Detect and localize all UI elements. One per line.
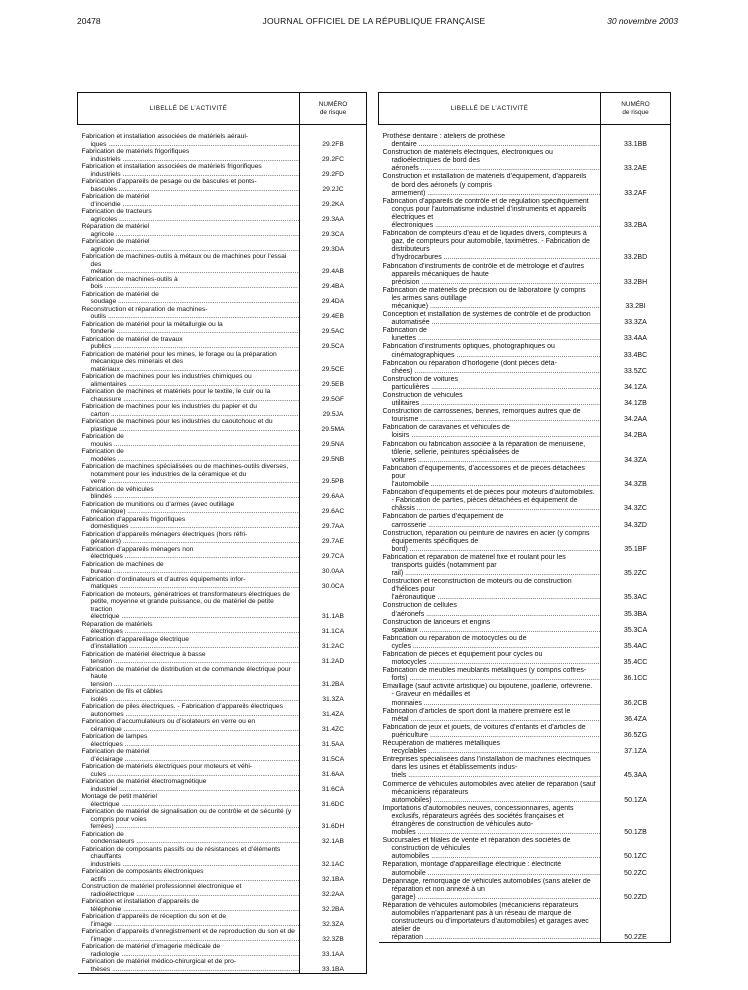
risk-number: 29.2FB [300, 133, 367, 148]
risk-number: 33.2BD [601, 230, 671, 262]
risk-number: 31.1CA [300, 621, 367, 636]
risk-number: 32.2BA [300, 898, 367, 913]
table-row [78, 793, 367, 808]
risk-number: 36.5ZG [601, 724, 671, 740]
table-row [78, 501, 367, 516]
risk-number: 33.2BI [601, 287, 671, 311]
table-row [78, 306, 367, 321]
table-row [78, 808, 367, 831]
table-row [78, 883, 367, 898]
table-row [78, 178, 367, 193]
activity-label: Dépannage, remorquage de véhicules automobiles (sans atelier de réparation et non annexé à un garage) ..... [383, 878, 597, 902]
risk-number: 36.1CC [601, 667, 671, 683]
table-row [379, 327, 671, 343]
risk-number: 29.3AA [300, 208, 367, 223]
activity-label: Fabrication de machines pour les industries du caoutchouc et du plastique ..... [82, 418, 296, 433]
table-row [379, 173, 671, 197]
activity-label: Construction, réparation ou peinture de navires en acier (y compris équipements spécifiques de bord) ..... [383, 530, 597, 554]
risk-number: 34.3ZA [601, 441, 671, 465]
activity-label: Fabrication et installation associées de matériels frigorifiques industriels ..... [82, 163, 296, 178]
risk-number: 30.0CA [300, 576, 367, 591]
table-row [78, 846, 367, 869]
activity-label: Fabrication de compteurs d’eau et de liquides divers, compteurs à gaz, de compteurs pour automobile, taximètres. - Fabrication de distributeurs d’hydrocarbures ..... [383, 230, 597, 262]
risk-number: 31.6DC [300, 793, 367, 808]
activity-label: Fabrication de matériel agricole ..... [82, 238, 296, 253]
table-row [379, 263, 671, 287]
activity-label: Fabrication d’instruments optiques, photographiques ou cinématographiques ..... [383, 343, 597, 359]
table-row [78, 463, 367, 486]
table-row [379, 837, 671, 861]
activity-label: Fabrication de composants passifs ou de résistances et d’éléments chauffants industriels ..... [82, 846, 296, 869]
activity-label: Construction et reconstruction de moteurs ou de construction d’hélices pour l’aéronautique ..... [383, 578, 597, 602]
table-row [379, 465, 671, 489]
table-row [78, 913, 367, 928]
risk-number: 29.5EB [300, 373, 367, 388]
risk-number: 34.2BA [601, 424, 671, 440]
activity-label: Fabrication d’appareils ménagers non électriques ..... [82, 546, 296, 561]
table-row [78, 546, 367, 561]
activity-label: Fabrication de matériel de travaux publics ..... [82, 336, 296, 351]
table-row [78, 148, 367, 163]
activity-label: Récupération de matières métalliques recyclables ..... [383, 740, 597, 756]
risk-number: 35.4AC [601, 635, 671, 651]
table-row [78, 373, 367, 388]
risk-number: 33.2BA [601, 198, 671, 230]
activity-label: Fabrication de matériel d’éclairage ..... [82, 748, 296, 763]
table-row [78, 898, 367, 913]
table-row [78, 163, 367, 178]
table-row [379, 740, 671, 756]
activity-label: Fabrication d’équipements, d’accessoires et de pièces détachées pour l’automobile ..... [383, 465, 597, 489]
activity-label: Fabrication de munitions ou d’armes (avec outillage mécanique) ..... [82, 501, 296, 516]
risk-number: 33.2AE [601, 149, 671, 173]
activity-label: Fabrication de modèles ..... [82, 448, 296, 463]
activity-label: Fabrication de matériel médico-chirurgical et de prothèses ..... [82, 958, 296, 973]
risk-number: 32.3ZA [300, 913, 367, 928]
table-row [379, 902, 671, 943]
column-header-number: NUMÉRO de risque [300, 93, 367, 125]
table-row [78, 943, 367, 958]
activity-label: Construction de véhicules utilitaires ..... [383, 392, 597, 408]
activity-label: Fabrication de matériel électromagnétique industriel ..... [82, 778, 296, 793]
activity-label: Fabrication de condensateurs ..... [82, 831, 296, 846]
risk-number: 31.6CA [300, 778, 367, 793]
risk-number: 29.3CA [300, 223, 367, 238]
table-row [379, 635, 671, 651]
risk-number: 33.4BC [601, 343, 671, 359]
table-row [78, 778, 367, 793]
risk-number: 36.4ZA [601, 708, 671, 724]
table-row [78, 516, 367, 531]
activity-label: Construction et installation de matériels d’équipement, d’appareils de bord des aéronefs (y compris armement) ..... [383, 173, 597, 197]
activity-table-left [77, 92, 367, 974]
activity-label: Fabrication d’appareils ménagers électriques (hors réfrigérateurs) ..... [82, 531, 296, 546]
activity-label: Fabrication de composants électroniques actifs ..... [82, 868, 296, 883]
risk-number: 29.6AA [300, 486, 367, 501]
risk-number: 31.3ZA [300, 688, 367, 703]
activity-table-right [378, 92, 671, 943]
table-row [379, 651, 671, 667]
risk-number: 31.4ZC [300, 718, 367, 733]
risk-number: 29.3DA [300, 238, 367, 253]
table-row [78, 718, 367, 733]
table-row [78, 733, 367, 748]
risk-number: 50.1ZA [601, 781, 671, 805]
table-row [78, 621, 367, 636]
risk-number: 50.1ZB [601, 805, 671, 837]
risk-number: 29.2FC [300, 148, 367, 163]
activity-label: Fabrication de matériel de distribution et de commande électrique pour haute tension ..... [82, 666, 296, 689]
table-row [379, 708, 671, 724]
risk-number: 33.1BA [300, 958, 367, 974]
table-row [78, 531, 367, 546]
activity-label: Conception et installation de systèmes de contrôle et de production automatisée ..... [383, 311, 597, 327]
activity-label: Fabrication d’appareils de réception du son et de l’image ..... [82, 913, 296, 928]
activity-label: Fabrication d’instruments de contrôle et de métrologie et d’autres appareils mécaniques de haute précision ..... [383, 263, 597, 287]
activity-label: Fabrication de piles électriques. - Fabrication d’appareils électriques autonomes ..... [82, 703, 296, 718]
table-row [379, 230, 671, 262]
risk-number: 34.3ZD [601, 513, 671, 529]
risk-number: 50.2ZD [601, 878, 671, 902]
issue-date: 30 novembre 2003 [607, 16, 678, 26]
table-row [78, 703, 367, 718]
column-header-number: NUMÉRO de risque [601, 93, 671, 125]
risk-number: 33.1AA [300, 943, 367, 958]
activity-label: Commerce de véhicules automobiles avec atelier de réparation (sauf mécaniciens réparateurs automobiles) ..... [383, 781, 597, 805]
risk-number: 33.5ZC [601, 360, 671, 376]
activity-label: Construction de voitures particulières ..... [383, 376, 597, 392]
risk-number: 32.2AA [300, 883, 367, 898]
activity-label: Fabrication d’équipements et de pièces pour moteurs d’automobiles. - Fabrication de parties, pièces détachées et équipement de châssis ..... [383, 489, 597, 513]
table-row [78, 351, 367, 374]
risk-number: 33.3ZA [601, 311, 671, 327]
activity-label: Fabrication d’ordinateurs et d’autres équipements informatiques ..... [82, 576, 296, 591]
table-row [379, 805, 671, 837]
activity-label: Construction de carrosseries, bennes, remorques autres que de tourisme ..... [383, 408, 597, 424]
page-header [0, 16, 748, 30]
table-row [78, 291, 367, 306]
activity-label: Construction de matériel professionnel électronique et radioélectrique ..... [82, 883, 296, 898]
activity-label: Fabrication ou réparation d’horlogerie (dont pièces détachées) ..... [383, 360, 597, 376]
table-row [379, 619, 671, 635]
table-row [379, 513, 671, 529]
activity-label: Fabrication de matériel de signalisation ou de contrôle et de sécurité (y compris pour voies ferrées) ..... [82, 808, 296, 831]
risk-number: 33.1BB [601, 133, 671, 149]
table-row [78, 688, 367, 703]
table-row [78, 418, 367, 433]
column-header-activity: LIBELLÉ DE L’ACTIVITÉ [379, 93, 601, 125]
table-row [379, 343, 671, 359]
activity-label: Fabrication de machines et matériels pour le textile, le cuir ou la chaussure ..... [82, 388, 296, 403]
table-row [78, 868, 367, 883]
table-row [78, 388, 367, 403]
activity-label: Fabrication ou fabrication associée à la réparation de menuiserie, tôlerie, sellerie, peintures spécialisées de voitures ..... [383, 441, 597, 465]
risk-number: 32.1AB [300, 831, 367, 846]
risk-number: 29.2JC [300, 178, 367, 193]
activity-label: Fabrication de véhicules blindés ..... [82, 486, 296, 501]
table-row [78, 486, 367, 501]
activity-label: Fabrication de machines-outils à métaux ou de machines pour l’essai des métaux ..... [82, 253, 296, 276]
activity-label: Fabrication de caravanes et véhicules de loisirs ..... [383, 424, 597, 440]
risk-number: 34.3ZB [601, 465, 671, 489]
activity-label: Emaillage (sauf activité artistique) ou bijouterie, joaillerie, orfèvrerie. - Graveur en médailles et monnaies ..... [383, 683, 597, 707]
table-row [78, 576, 367, 591]
risk-number: 35.2ZC [601, 554, 671, 578]
risk-number: 29.7CA [300, 546, 367, 561]
column-header-activity: LIBELLÉ DE L’ACTIVITÉ [78, 93, 300, 125]
risk-number: 29.5CA [300, 336, 367, 351]
activity-label: Fabrication de lunettes ..... [383, 327, 597, 343]
risk-number: 29.5MA [300, 418, 367, 433]
table-row [78, 591, 367, 621]
risk-number: 29.4DA [300, 291, 367, 306]
activity-label: Succursales et filiales de vente et réparation des sociétés de construction de véhicules automobiles ..... [383, 837, 597, 861]
table-row [78, 321, 367, 336]
activity-label: Prothèse dentaire : ateliers de prothèse dentaire ..... [383, 133, 597, 149]
activity-label: Fabrication et réparation de matériel fixe et roulant pour les transports guidés (notamment par rail) ..... [383, 554, 597, 578]
risk-number: 29.4EB [300, 306, 367, 321]
table-row [78, 831, 367, 846]
activity-label: Fabrication de matériel pour la métallurgie ou la fonderie ..... [82, 321, 296, 336]
risk-number: 36.2CB [601, 683, 671, 707]
activity-label: Fabrication de machines pour les industries du papier et du carton ..... [82, 403, 296, 418]
activity-label: Fabrication d’articles de sport dont la matière première est le métal ..... [383, 708, 597, 724]
risk-number: 31.6DH [300, 808, 367, 831]
activity-label: Fabrication de lampes électriques ..... [82, 733, 296, 748]
activity-label: Réparation de matériels électriques ..... [82, 621, 296, 636]
activity-label: Fabrication et installation associées de matériels aérauliques ..... [82, 133, 296, 148]
risk-number: 29.4BA [300, 276, 367, 291]
risk-number: 29.5NB [300, 448, 367, 463]
risk-number: 35.3CA [601, 619, 671, 635]
table-row [78, 958, 367, 974]
risk-number: 34.3ZC [601, 489, 671, 513]
activity-label: Construction de lanceurs et engins spatiaux ..... [383, 619, 597, 635]
table-row [379, 683, 671, 707]
risk-number: 34.1ZB [601, 392, 671, 408]
activity-label: Fabrication de fils et câbles isolés ..... [82, 688, 296, 703]
activity-label: Fabrication de matériel électrique à basse tension ..... [82, 651, 296, 666]
table-row [78, 253, 367, 276]
table-row [78, 403, 367, 418]
risk-number: 50.2ZC [601, 861, 671, 877]
risk-number: 35.3BA [601, 602, 671, 618]
table-row [78, 238, 367, 253]
activity-label: Fabrication de moules ..... [82, 433, 296, 448]
activity-label: Fabrication ou réparation de motocycles ou de cycles ..... [383, 635, 597, 651]
activity-label: Fabrication d’appareils de pesage ou de bascules et ponts-bascules ..... [82, 178, 296, 193]
table-row [379, 441, 671, 465]
risk-number: 35.1BF [601, 530, 671, 554]
risk-number: 50.1ZC [601, 837, 671, 861]
risk-number: 29.5NA [300, 433, 367, 448]
activity-label: Fabrication d’appareils d’enregistrement et de reproduction du son et de l’image ..... [82, 928, 296, 943]
table-row [379, 198, 671, 230]
journal-title: JOURNAL OFFICIEL DE LA RÉPUBLIQUE FRANÇAISE [262, 16, 486, 26]
risk-number: 32.1AC [300, 846, 367, 869]
table-row [379, 149, 671, 173]
page-number: 20478 [77, 16, 101, 26]
risk-number: 31.5CA [300, 748, 367, 763]
risk-number: 34.2AA [601, 408, 671, 424]
activity-label: Fabrication d’accumulateurs ou d’isolateurs en verre ou en céramique ..... [82, 718, 296, 733]
table-row [78, 928, 367, 943]
table-row [379, 878, 671, 902]
table-row [78, 763, 367, 778]
table-row [78, 336, 367, 351]
activity-label: Fabrication de matériel de soudage ..... [82, 291, 296, 306]
risk-number: 31.2AC [300, 636, 367, 651]
risk-number: 29.5AC [300, 321, 367, 336]
table-row [78, 748, 367, 763]
table-row [78, 636, 367, 651]
table-row [379, 408, 671, 424]
activity-label: Fabrication de matériels électriques pour moteurs et véhicules ..... [82, 763, 296, 778]
risk-number: 29.7AE [300, 531, 367, 546]
activity-label: Fabrication de jeux et jouets, de voitures d’enfants et d’articles de puériculture ..... [383, 724, 597, 740]
risk-number: 31.5AA [300, 733, 367, 748]
risk-number: 29.5PB [300, 463, 367, 486]
risk-number: 29.6AC [300, 501, 367, 516]
table-row [379, 602, 671, 618]
risk-number: 35.3AC [601, 578, 671, 602]
activity-label: Réparation de véhicules automobiles (mécaniciens réparateurs automobiles n’appartenant pas à un réseau de marque de constructeurs ou d’importateurs d’automobiles) et garages avec atelier de réparation ..... [383, 902, 597, 942]
risk-number: 33.4AA [601, 327, 671, 343]
risk-number: 29.5JA [300, 403, 367, 418]
risk-number: 32.3ZB [300, 928, 367, 943]
activity-label: Réparation, montage d’appareillage électrique : électricité automobile ..... [383, 861, 597, 877]
table-row [379, 530, 671, 554]
table-row [78, 666, 367, 689]
risk-number: 31.1AB [300, 591, 367, 621]
risk-number: 29.7AA [300, 516, 367, 531]
activity-label: Réparation de matériel agricole ..... [82, 223, 296, 238]
table-row [78, 651, 367, 666]
activity-label: Fabrication de machines pour les industries chimiques ou alimentaires ..... [82, 373, 296, 388]
risk-number: 45.3AA [601, 756, 671, 780]
risk-number: 31.6AA [300, 763, 367, 778]
risk-number: 33.2AF [601, 173, 671, 197]
activity-label: Fabrication de machines spécialisées ou de machines-outils diverses, notamment pour les industries de la céramique et du verre ..... [82, 463, 296, 486]
risk-number: 34.1ZA [601, 376, 671, 392]
table-row [78, 133, 367, 148]
table-row [379, 287, 671, 311]
activity-label: Fabrication de matériels frigorifiques industriels ..... [82, 148, 296, 163]
risk-number: 32.1BA [300, 868, 367, 883]
table-row [78, 193, 367, 208]
activity-label: Reconstruction et réparation de machines-outils ..... [82, 306, 296, 321]
table-row [379, 781, 671, 805]
activity-label: Montage de petit matériel électrique ..... [82, 793, 296, 808]
table-row [78, 448, 367, 463]
activity-label: Construction de cellules d’aéronefs ..... [383, 602, 597, 618]
risk-number: 31.2BA [300, 666, 367, 689]
risk-number: 31.2AD [300, 651, 367, 666]
activity-label: Fabrication de moteurs, génératrices et transformateurs électriques de petite, moyenne et grande puissance, ou de matériel de petite traction électrique ..... [82, 591, 296, 621]
risk-number: 29.2KA [300, 193, 367, 208]
table-row [78, 208, 367, 223]
activity-label: Fabrication de tracteurs agricoles ..... [82, 208, 296, 223]
table-row [379, 424, 671, 440]
table-row [379, 311, 671, 327]
activity-label: Fabrication de parties d’équipement de carrosserie ..... [383, 513, 597, 529]
table-row [78, 561, 367, 576]
activity-label: Fabrication de meubles meublants métalliques (y compris coffres-forts) ..... [383, 667, 597, 683]
table-row [379, 392, 671, 408]
activity-label: Fabrication de matériel d’incendie ..... [82, 193, 296, 208]
activity-label: Fabrication de pièces et équipement pour cycles ou motocycles ..... [383, 651, 597, 667]
risk-number: 30.0AA [300, 561, 367, 576]
risk-number: 29.2FD [300, 163, 367, 178]
risk-number: 29.5GF [300, 388, 367, 403]
activity-label: Fabrication d’appareillage électrique d’installation ..... [82, 636, 296, 651]
activity-label: Construction de matériels électriques, électroniques ou radioélectriques de bord des aéronefs ..... [383, 149, 597, 173]
table-row [379, 376, 671, 392]
activity-label: Fabrication de matériel pour les mines, le forage ou la préparation mécanique des minerais et des matériaux ..... [82, 351, 296, 374]
table-row [379, 724, 671, 740]
risk-number: 37.1ZA [601, 740, 671, 756]
table-row [379, 554, 671, 578]
activity-label: Fabrication de matériel d’imagerie médicale de radiologie ..... [82, 943, 296, 958]
table-row [379, 360, 671, 376]
risk-number: 29.4AB [300, 253, 367, 276]
table-row [379, 756, 671, 780]
table-row [379, 133, 671, 149]
table-row [78, 433, 367, 448]
activity-label: Entreprises spécialisées dans l’installation de machines électriques dans les usines et établissements industriels ..... [383, 756, 597, 780]
activity-label: Fabrication de machines de bureau ..... [82, 561, 296, 576]
activity-label: Fabrication et installation d’appareils de téléphonie ..... [82, 898, 296, 913]
risk-number: 31.4ZA [300, 703, 367, 718]
table-row [379, 489, 671, 513]
activity-label: Fabrication d’appareils frigorifiques domestiques ..... [82, 516, 296, 531]
activity-label: Fabrication d’appareils de contrôle et de régulation spécifiquement conçus pour l’automatisme industriel d’instruments et appareils électriques et électroniques ..... [383, 198, 597, 230]
activity-label: Importations d’automobiles neuves, concessionnaires, agents exclusifs, réparateurs agréés des sociétés françaises et étrangères de construction de véhicules automobiles ..... [383, 805, 597, 837]
table-row [78, 223, 367, 238]
table-row [379, 861, 671, 877]
activity-label: Fabrication de machines-outils à bois ..... [82, 276, 296, 291]
activity-label: Fabrication de matériels de précision ou de laboratoire (y compris les armes sans outillage mécanique) ..... [383, 287, 597, 311]
risk-number: 50.2ZE [601, 902, 671, 943]
table-row [78, 276, 367, 291]
table-row [379, 578, 671, 602]
risk-number: 35.4CC [601, 651, 671, 667]
table-row [379, 667, 671, 683]
risk-number: 29.5CE [300, 351, 367, 374]
risk-number: 33.2BH [601, 263, 671, 287]
